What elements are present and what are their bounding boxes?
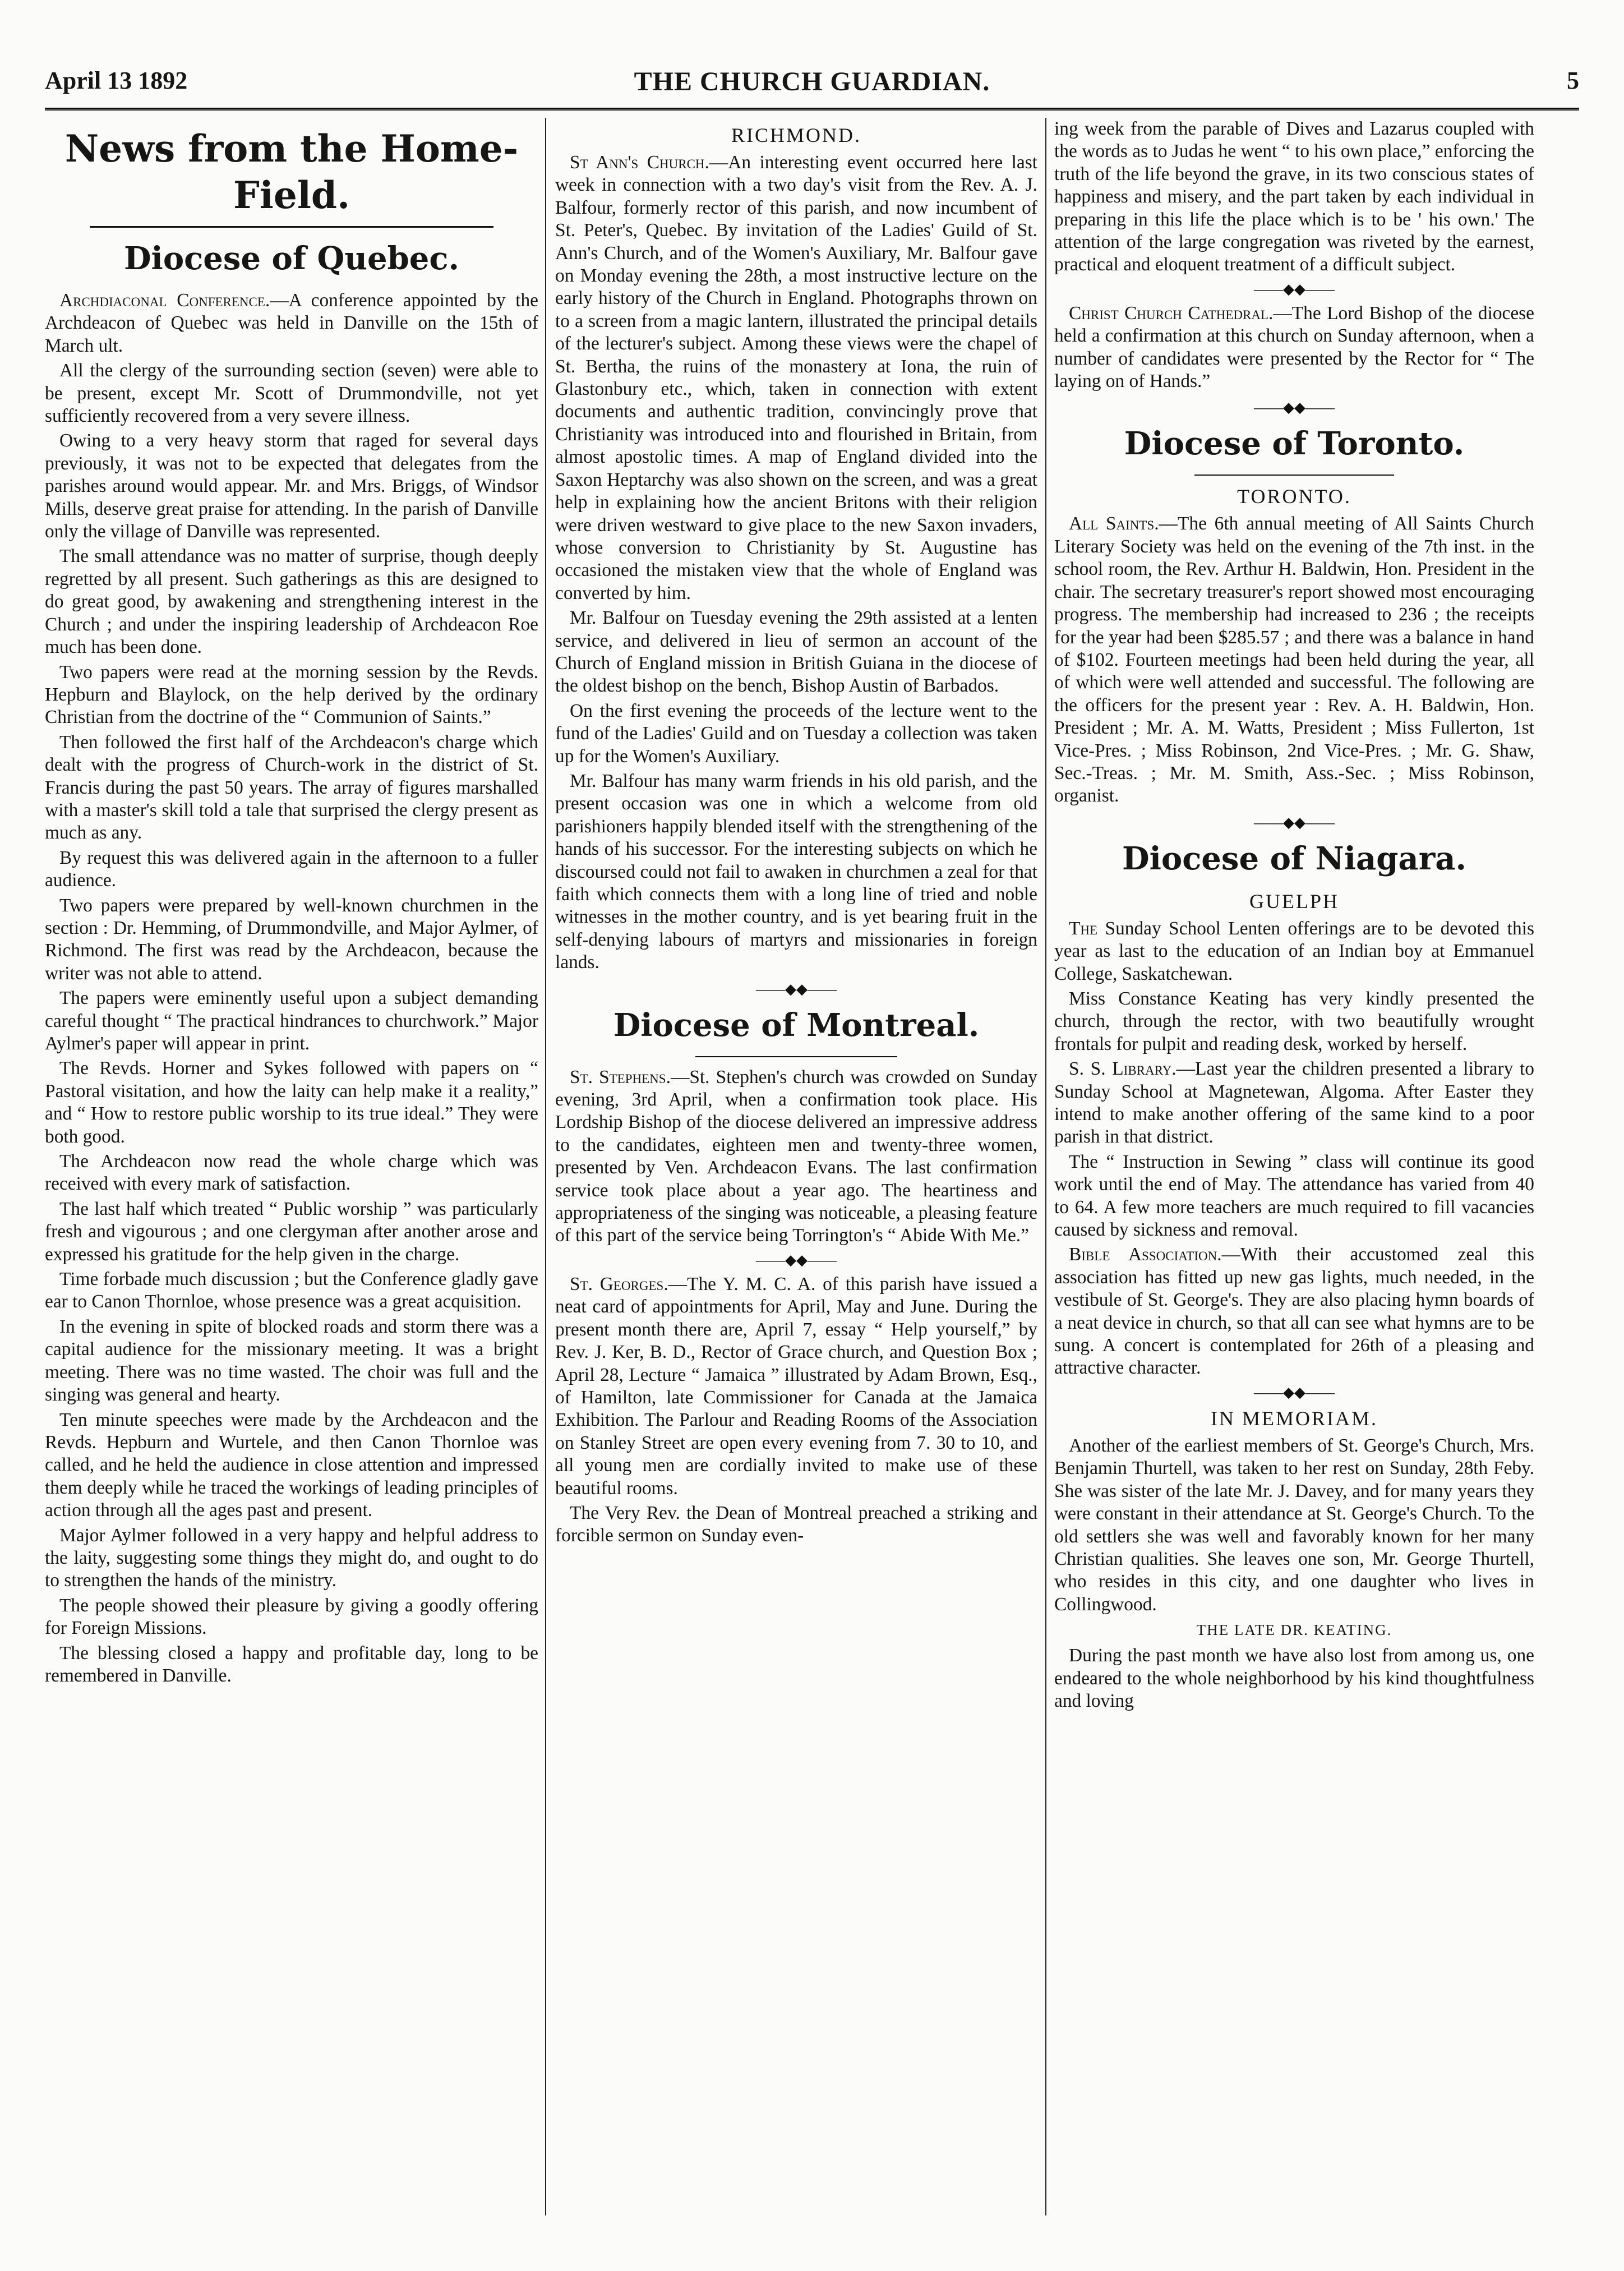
paragraph-lead: St Ann's Church. <box>570 152 709 173</box>
ornament: ——◆◆—— <box>1254 814 1335 831</box>
ornament: ——◆◆—— <box>756 980 837 997</box>
issue-date: April 13 1892 <box>45 67 188 94</box>
article-body <box>1054 918 1534 1380</box>
paragraph-lead: Christ Church Cathedral. <box>1069 302 1274 324</box>
paragraph-text: —The 6th annual meeting of All Saints Church Literary Society was held on the evening of the 7th inst. in the school room, the Rev. Arthur H. Baldwin, Hon. President in the chair. The secretary treasurer's report showed most encouraging progress. The membership had increased to 236 ; the receipts for the year had been $285.57 ; and there was a balance in hand of $102. Fourteen meetings had been held during the year, all of which were well attended and successful. The following are the officers for the present year : Rev. A. H. Baldwin, Hon. President ; Mr. A. M. Watts, President ; Miss Fullerton, 1st Vice-Pres. ; Miss Robinson, 2nd Vice-Pres. ; Mr. G. Shaw, Sec.-Treas. ; Mr. M. Smith, Ass.-Sec. ; Miss Robinson, organist. <box>1054 513 1534 807</box>
article-paragraph: The people showed their pleasure by giving a goodly offering for Foreign Missions. <box>45 1595 538 1639</box>
article-body <box>555 151 1037 974</box>
article-body <box>1054 1435 1534 1616</box>
article-body <box>555 1273 1037 1547</box>
paragraph-text: —The Y. M. C. A. of this parish have issued a neat card of appointments for April, May and June. During the present month there are, April 7, essay “ Help yourself,” by Rev. J. Ker, B. D., Rector of Grace church, and Question Box ; April 28, Lecture “ Jamaica ” illustrated by Adam Brown, Esq., of Hamilton, late Commissioner for Canada at the Jamaica Exhibition. The Parlour and Reading Rooms of the Association on Stanley Street are open every evening from 7. 30 to 10, and all young men are cordially invited to make use of these beautiful rooms. <box>555 1273 1037 1499</box>
article-body <box>1054 302 1534 393</box>
article-body <box>1054 513 1534 807</box>
article-paragraph: On the first evening the proceeds of the lecture went to the fund of the Ladies' Guild and on Tuesday a collection was taken up for the Women's Auxiliary. <box>555 700 1037 767</box>
column-divider <box>545 118 546 2215</box>
article-paragraph: Time forbade much discussion ; but the Conference gladly gave ear to Canon Thornloe, whose presence was a great acquisition. <box>45 1269 538 1312</box>
paragraph-lead: St. Georges. <box>570 1273 668 1295</box>
article-paragraph <box>1054 302 1534 393</box>
article-paragraph <box>45 289 538 357</box>
masthead-rule <box>45 108 1579 110</box>
masthead <box>45 66 1579 105</box>
divider <box>1194 475 1394 476</box>
article-paragraph: In the evening in spite of blocked roads and storm there was a capital audience for the missionary meeting. It was a bright meeting. There was no time wasted. The choir was full and the singing was general and hearty. <box>45 1316 538 1406</box>
paragraph-text: —St. Stephen's church was crowded on Sunday evening, 3rd April, when a confirmation took place. His Lordship Bishop of the diocese delivered an impressive address to the candidates, eighteen men and twenty-three women, presented by Ven. Archdeacon Evans. The last confirmation service took place about a year ago. The heartiness and appropriateness of the singing was noticeable, a pleasing feature of this part of the service being Torrington's “ Abide With Me.” <box>555 1066 1037 1246</box>
article-paragraph: Two papers were read at the morning session by the Revds. Hepburn and Blaylock, on the help derived by the ordinary Christian from the doctrine of the “ Communion of Saints.” <box>45 661 538 728</box>
paragraph-lead: St. Stephens. <box>570 1066 671 1088</box>
article-paragraph: By request this was delivered again in the afternoon to a fuller audience. <box>45 847 538 891</box>
column-2 <box>555 118 1037 2227</box>
article-body <box>1054 118 1534 277</box>
article-paragraph: Two papers were prepared by well-known churchmen in the section : Dr. Hemming, of Drummondville, and Major Aylmer, of Richmond. The first was read by the Archdeacon, because the writer was not able to attend. <box>45 895 538 984</box>
paragraph-lead: The <box>1069 918 1098 939</box>
memoriam-heading: IN MEMORIAM. <box>1210 1407 1378 1430</box>
article-paragraph: The small attendance was no matter of surprise, though deeply regretted by all present. Such gatherings as this are designed to do great good, by awakening and strengthening interest in the Church ; and under the inspiring leadership of Archdeacon Roe much has been done. <box>45 546 538 658</box>
article-paragraph: Ten minute speeches were made by the Archdeacon and the Revds. Hepburn and Wurtele, and then Canon Thornloe was called, and he held the audience in close attention and impressed them deeply while he traced the workings of leading principles of action through all the ages past and present. <box>45 1409 538 1521</box>
article-paragraph: Miss Constance Keating has very kindly presented the church, through the rector, with two beautifully wrought frontals for pulpit and reading desk, worked by herself. <box>1054 988 1534 1054</box>
article-body <box>555 1066 1037 1247</box>
article-paragraph: Owing to a very heavy storm that raged for several days previously, it was not to be expected that delegates from the parishes around would appear. Mr. and Mrs. Briggs, of Windsor Mills, deserve great praise for attending. In the parish of Danville only the village of Danville was represented. <box>45 430 538 542</box>
sub-heading: THE LATE DR. KEATING. <box>1196 1622 1392 1639</box>
ornament: ——◆◆—— <box>756 1251 837 1268</box>
diocese-heading: Diocese of Montreal. <box>613 1006 980 1044</box>
article-paragraph <box>555 1066 1037 1247</box>
article-paragraph <box>555 151 1037 605</box>
diocese-heading: Diocese of Quebec. <box>123 240 459 277</box>
place-heading: GUELPH <box>1249 890 1339 913</box>
ornament: ——◆◆—— <box>1254 1384 1335 1401</box>
paragraph-lead: All Saints. <box>1069 513 1159 535</box>
article-paragraph <box>1054 918 1534 985</box>
diocese-heading: Diocese of Niagara. <box>1122 840 1466 877</box>
paragraph-text: —Last year the children presented a library to Sunday School at Magnetewan, Algoma. After Easter they intend to make another offering of the same kind to a poor parish in that district. <box>1054 1058 1534 1148</box>
article-paragraph: Mr. Balfour has many warm friends in his old parish, and the present occasion was one in which a welcome from old parishioners happily blended itself with the strengthening of the hands of his successor. For the interesting subjects on which he discoursed could not fail to awaken in churchmen a zeal for that faith which connects them with a long line of tried and noble witnesses in the mother country, and is yet bearing fruit in the self-denying labours of martyrs and missionaries in foreign lands. <box>555 770 1037 973</box>
divider <box>695 1056 897 1057</box>
place-heading: TORONTO. <box>1237 485 1351 508</box>
article-paragraph: Major Aylmer followed in a very happy and helpful address to the laity, suggesting some things they might do, and ought to do to strengthen the hands of the ministry. <box>45 1524 538 1591</box>
article-paragraph: The last half which treated “ Public worship ” was particularly fresh and vigourous ; and one clergyman after another arose and expressed his gratitude for the help given in the charge. <box>45 1198 538 1265</box>
article-paragraph: The “ Instruction in Sewing ” class will continue its good work until the end of May. The attendance has varied from 40 to 64. A few more teachers are much required to fill vacancies caused by sickness and removal. <box>1054 1151 1534 1241</box>
article-paragraph: Another of the earliest members of St. George's Church, Mrs. Benjamin Thurtell, was taken to her rest on Sunday, 28th Feby. She was sister of the late Mr. J. Davey, and for many years they were constant in their attendance at St. George's Church. To the old settlers she was well and favorably known for her many Christian qualities. She leaves one son, Mr. George Thurtell, who resides in this city, and one daughter who lives in Collingwood. <box>1054 1435 1534 1615</box>
article-body <box>45 289 538 1687</box>
article-paragraph <box>1054 1243 1534 1379</box>
paragraph-lead: Bible Association. <box>1069 1244 1222 1265</box>
article-paragraph <box>1054 1058 1534 1149</box>
column-1 <box>45 118 538 2227</box>
article-paragraph: All the clergy of the surrounding section (seven) were able to be present, except Mr. Scott of Drummondville, not yet sufficiently recovered from a very severe illness. <box>45 360 538 427</box>
column-divider <box>1045 118 1046 2215</box>
article-paragraph: During the past month we have also lost from among us, one endeared to the whole neighborhood by his kind thoughtfulness and loving <box>1054 1645 1534 1711</box>
article-paragraph: The Archdeacon now read the whole charge which was received with every mark of satisfaction. <box>45 1151 538 1195</box>
article-paragraph: Then followed the first half of the Archdeacon's charge which dealt with the progress of Church-work in the district of St. Francis during the past 50 years. The array of figures marshalled with a master's skill told a tale that surprised the clergy present as much as any. <box>45 731 538 844</box>
paragraph-text: Sunday School Lenten offerings are to be devoted this year as last to the education of an Indian boy at Emmanuel College, Saskatchewan. <box>1054 918 1534 984</box>
column-3 <box>1054 118 1534 2227</box>
article-paragraph: The papers were eminently useful upon a subject demanding careful thought “ The practical hindrances to churchwork.” Major Aylmer's paper will appear in print. <box>45 988 538 1054</box>
section-heading: News from the Home-Field. <box>64 127 519 217</box>
article-paragraph: The Very Rev. the Dean of Montreal preached a striking and forcible sermon on Sunday even- <box>555 1502 1037 1546</box>
paragraph-lead: S. S. Library. <box>1069 1058 1177 1080</box>
paper-title: THE CHURCH GUARDIAN. <box>634 67 990 96</box>
paragraph-text: ing week from the parable of Dives and Lazarus coupled with the words as to Judas he went “ to his own place,” enforcing the truth of the life beyond the grave, in its two conscious states of happiness and misery, and the part taken by each individual in preparing in this life the place which is to be ' his own.' The attention of the large congregation was riveted by the earnest, practical and eloquent treatment of a difficult subject. <box>1054 118 1534 275</box>
paragraph-text: —With their accustomed zeal this association has fitted up new gas lights, much needed, in the vestibule of St. George's. They are also placing hymn boards of a neat device in church, so that all can see what hymns are to be sung. A concert is contemplated for 26th of a pleasing and attractive character. <box>1054 1244 1534 1379</box>
article-paragraph: The blessing closed a happy and profitable day, long to be remembered in Danville. <box>45 1642 538 1686</box>
divider <box>90 226 493 228</box>
diocese-heading: Diocese of Toronto. <box>1124 425 1465 463</box>
article-paragraph <box>555 1273 1037 1500</box>
paragraph-text: —The Lord Bishop of the diocese held a confirmation at this church on Sunday afternoon, when a number of candidates were presented by the Rector for “ The laying on of Hands.” <box>1054 302 1534 392</box>
paragraph-text: —A conference appointed by the Archdeacon of Quebec was held in Danville on the 15th of March ult. <box>45 290 538 356</box>
article-body <box>1054 1644 1534 1712</box>
ornament: ——◆◆—— <box>1254 280 1335 297</box>
place-heading: RICHMOND. <box>731 124 861 146</box>
article-paragraph <box>1054 513 1534 807</box>
ornament: ——◆◆—— <box>1254 399 1335 416</box>
article-paragraph: The Revds. Horner and Sykes followed with papers on “ Pastoral visitation, and how the laity can help make it a reality,” and “ How to restore public worship to its true ideal.” They were both good. <box>45 1058 538 1147</box>
page-number: 5 <box>1567 67 1579 94</box>
article-paragraph <box>1054 118 1534 277</box>
article-paragraph: Mr. Balfour on Tuesday evening the 29th assisted at a lenten service, and delivered in lieu of sermon an account of the Church of England mission in British Guiana in the diocese of the oldest bishop on the bench, Bishop Austin of Barbados. <box>555 607 1037 697</box>
paragraph-text: —An interesting event occurred here last week in connection with a two day's visit from the Rev. A. J. Balfour, formerly rector of this parish, and now incumbent of St. Peter's, Quebec. By invitation of the Ladies' Guild of St. Ann's Church, and of the Women's Auxiliary, Mr. Balfour gave on Monday evening the 28th, a most instructive lecture on the early history of the Church in England. Photographs thrown on to a screen from a magic lantern, illustrated the principal details of the lecturer's subject. Among these views were the chapel of St. Bertha, the ruins of the monastery at Iona, the ruin of Glastonbury etc., which, taken in connection with extent documents and authentic tradition, convincingly prove that Christianity was introduced into and flourished in Britain, from almost apostolic times. A map of England divided into the Saxon Heptarchy was also shown on the screen, and was a great help in explaining how the ancient Britons with their religion were driven westward to give place to the new Saxon invaders, whose conversion to Christianity by St. Augustine has occasioned the mistaken view that the whole of England was converted by him. <box>555 152 1037 604</box>
paragraph-lead: Archdiaconal Conference. <box>59 290 270 311</box>
